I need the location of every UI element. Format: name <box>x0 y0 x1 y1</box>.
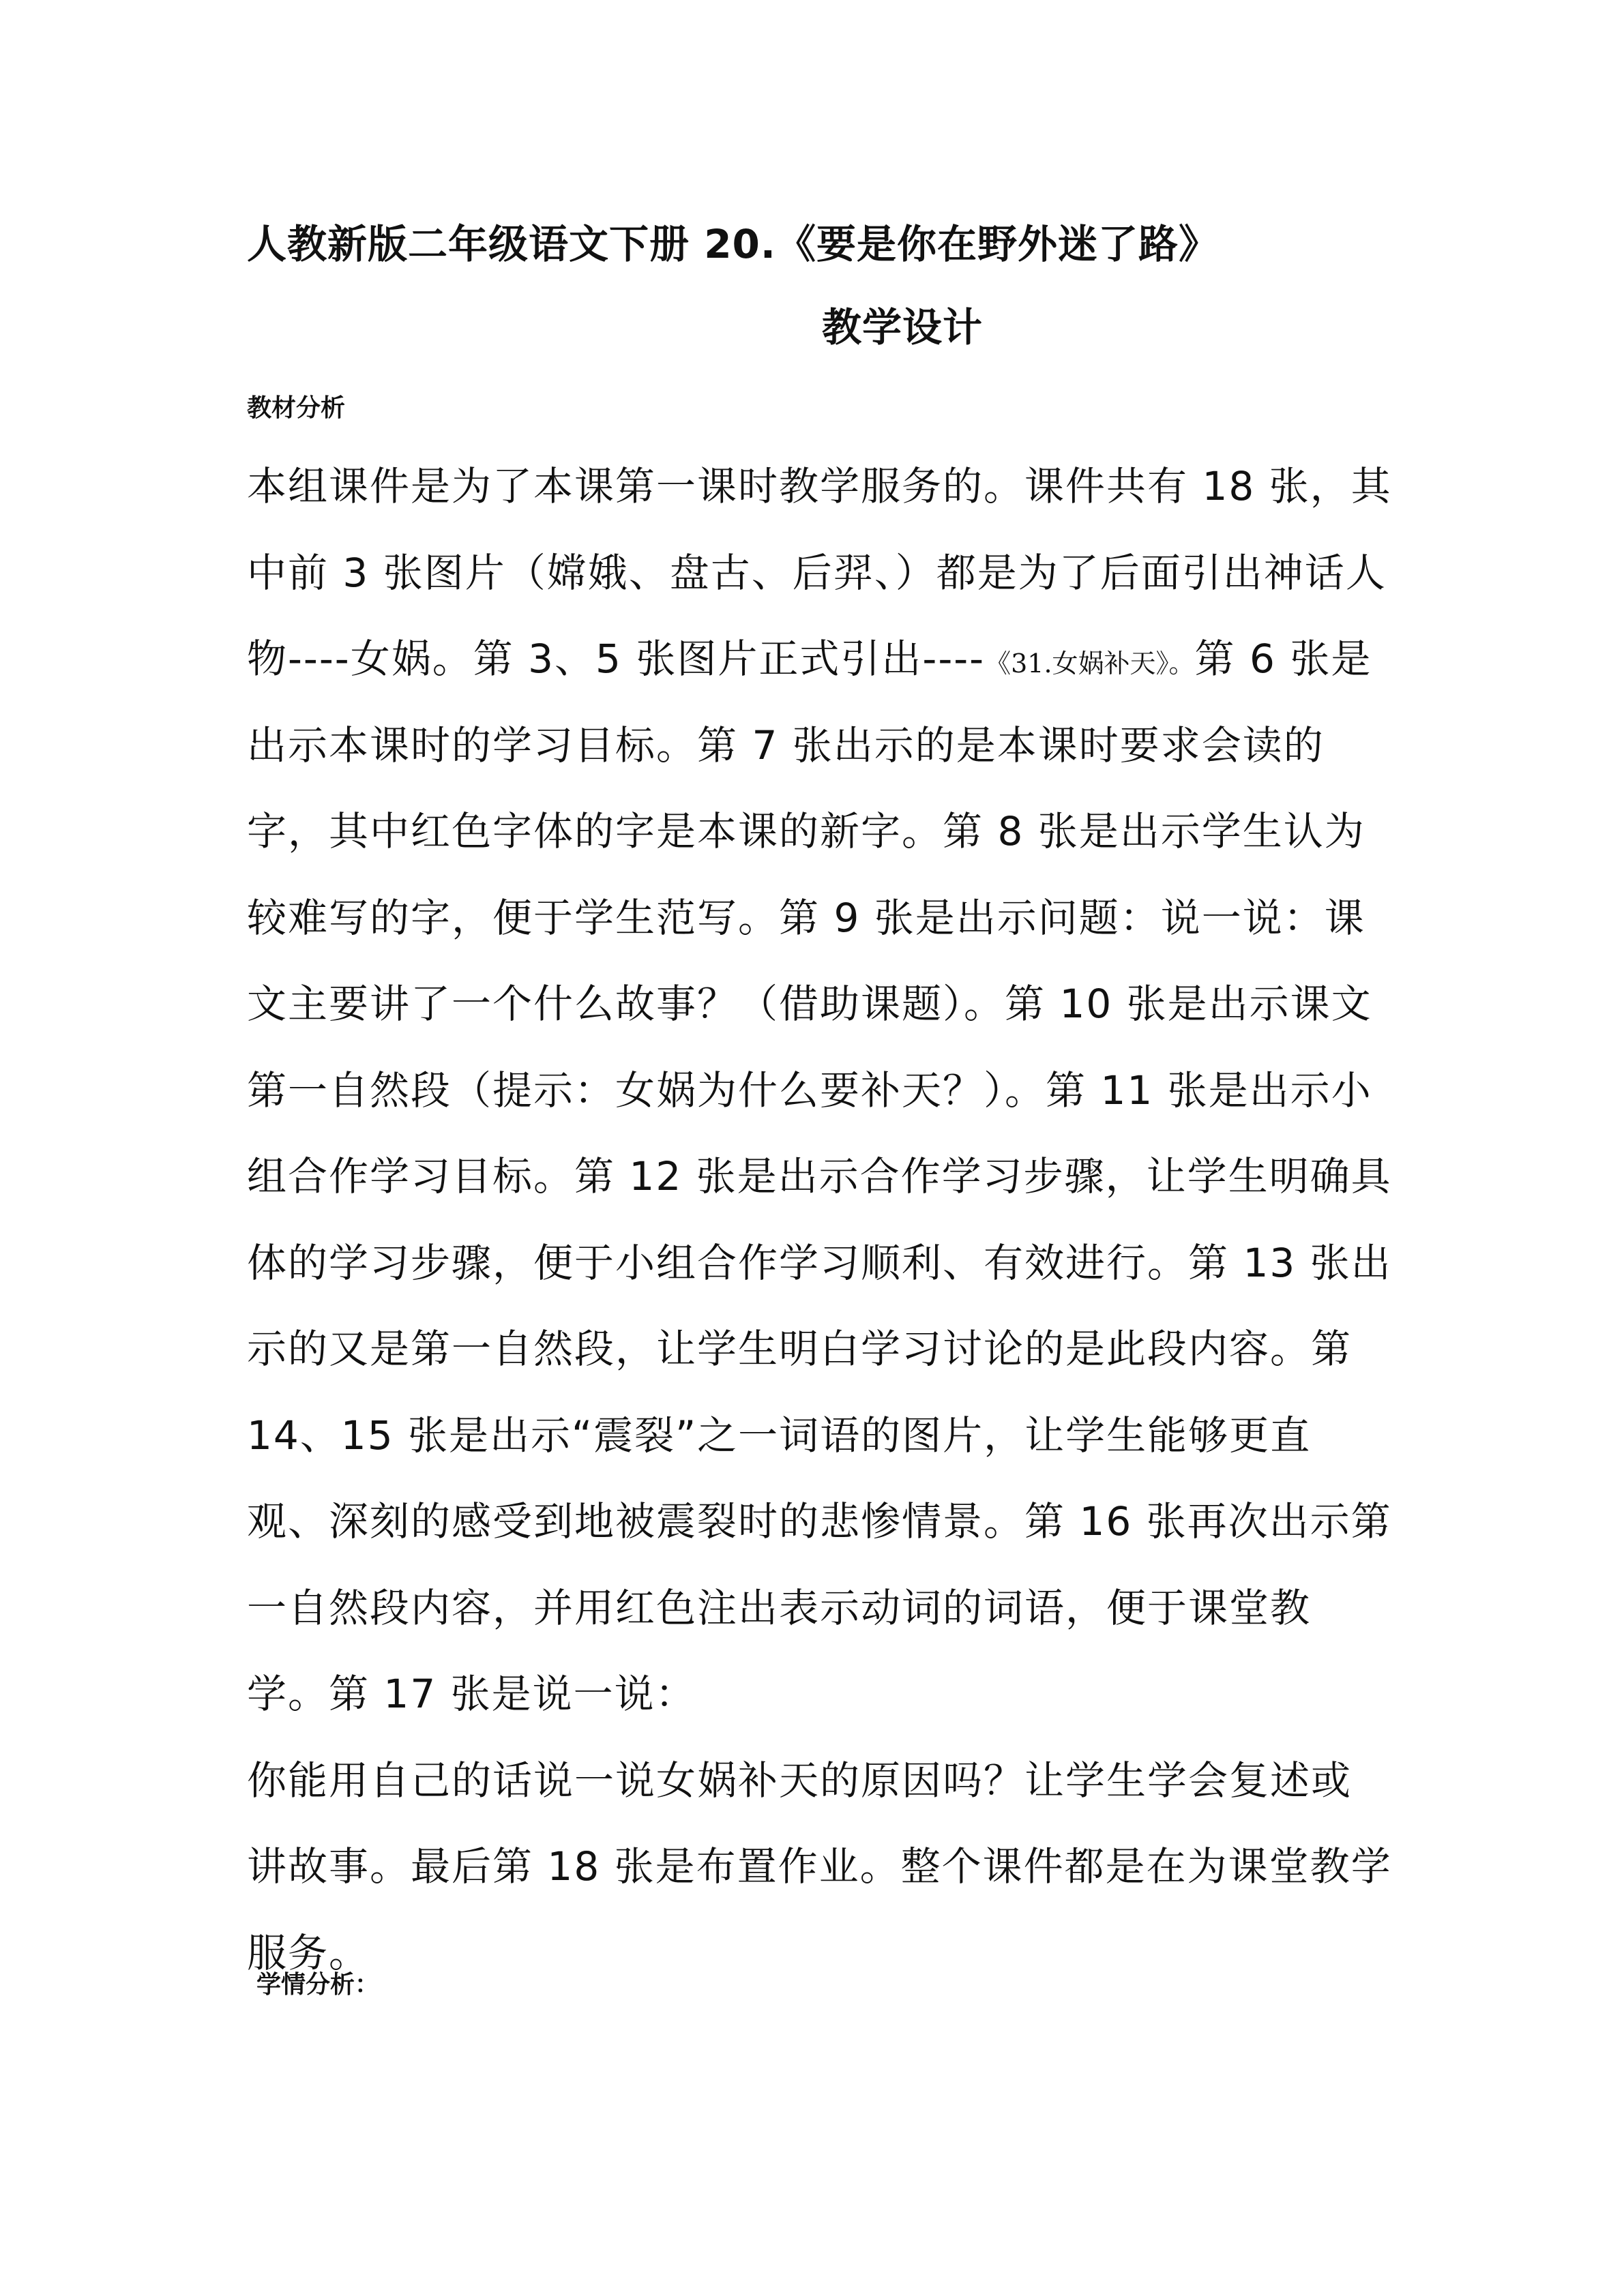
paragraph-line-part: 第 6 张是 <box>1194 636 1372 682</box>
paragraph-line: 较难写的字，便于学生范写。第 9 张是出示问题：说一说：课 <box>247 894 1365 941</box>
paragraph-line: 体的学习步骤，便于小组合作学习顺利、有效进行。第 13 张出 <box>247 1239 1392 1286</box>
paragraph-line <box>247 616 1393 702</box>
paragraph-line: 一自然段内容，并用红色注出表示动词的词语，便于课堂教 <box>247 1584 1312 1631</box>
section-heading-student-analysis: 学情分析： <box>256 1971 380 1999</box>
paragraph-line: 字，其中红色字体的字是本课的新字。第 8 张是出示学生认为 <box>247 808 1365 854</box>
paragraph-line: 你能用自己的话说一说女娲补天的原因吗？让学生学会复述或 <box>247 1757 1353 1804</box>
paragraph-line: 观、深刻的感受到地被震裂时的悲惨情景。第 16 张再次出示第 <box>247 1498 1392 1545</box>
paragraph-line: 第一自然段（提示：女娲为什么要补天？）。第 11 张是出示小 <box>247 1067 1372 1114</box>
paragraph-line: 学。第 17 张是说一说： <box>247 1671 696 1717</box>
paragraph-line: 示的又是第一自然段，让学生明白学习讨论的是此段内容。第 <box>247 1326 1353 1372</box>
document-subtitle: 教学设计 <box>822 304 984 351</box>
textbook-analysis-paragraph <box>247 443 1393 1996</box>
paragraph-line: 出示本课时的学习目标。第 7 张出示的是本课时要求会读的 <box>247 721 1325 769</box>
paragraph-line: 文主要讲了一个什么故事？（借助课题）。第 10 张是出示课文 <box>247 981 1372 1027</box>
paragraph-line: 14、15 张是出示“震裂”之一词语的图片，让学生能够更直 <box>247 1412 1312 1459</box>
paragraph-line: 中前 3 张图片（嫦娥、盘古、后羿、）都是为了后面引出神话人 <box>247 549 1387 596</box>
section-heading-textbook-analysis: 教材分析 <box>247 394 346 422</box>
paragraph-line: 服务。 <box>247 1929 370 1976</box>
paragraph-line: 本组课件是为了本课第一课时教学服务的。课件共有 18 张，其 <box>247 463 1392 509</box>
paragraph-line: 讲故事。最后第 18 张是布置作业。整个课件都是在为课堂教学 <box>247 1843 1392 1890</box>
paragraph-line-part: 物----女娲。第 3、5 张图片正式引出---- <box>247 636 986 682</box>
document-title: 人教新版二年级语文下册 20.《要是你在野外迷了路》 <box>247 221 1219 267</box>
paragraph-line: 组合作学习目标。第 12 张是出示合作学习步骤，让学生明确具 <box>247 1153 1392 1199</box>
lesson-reference: 《31.女娲补天》。 <box>985 648 1195 679</box>
